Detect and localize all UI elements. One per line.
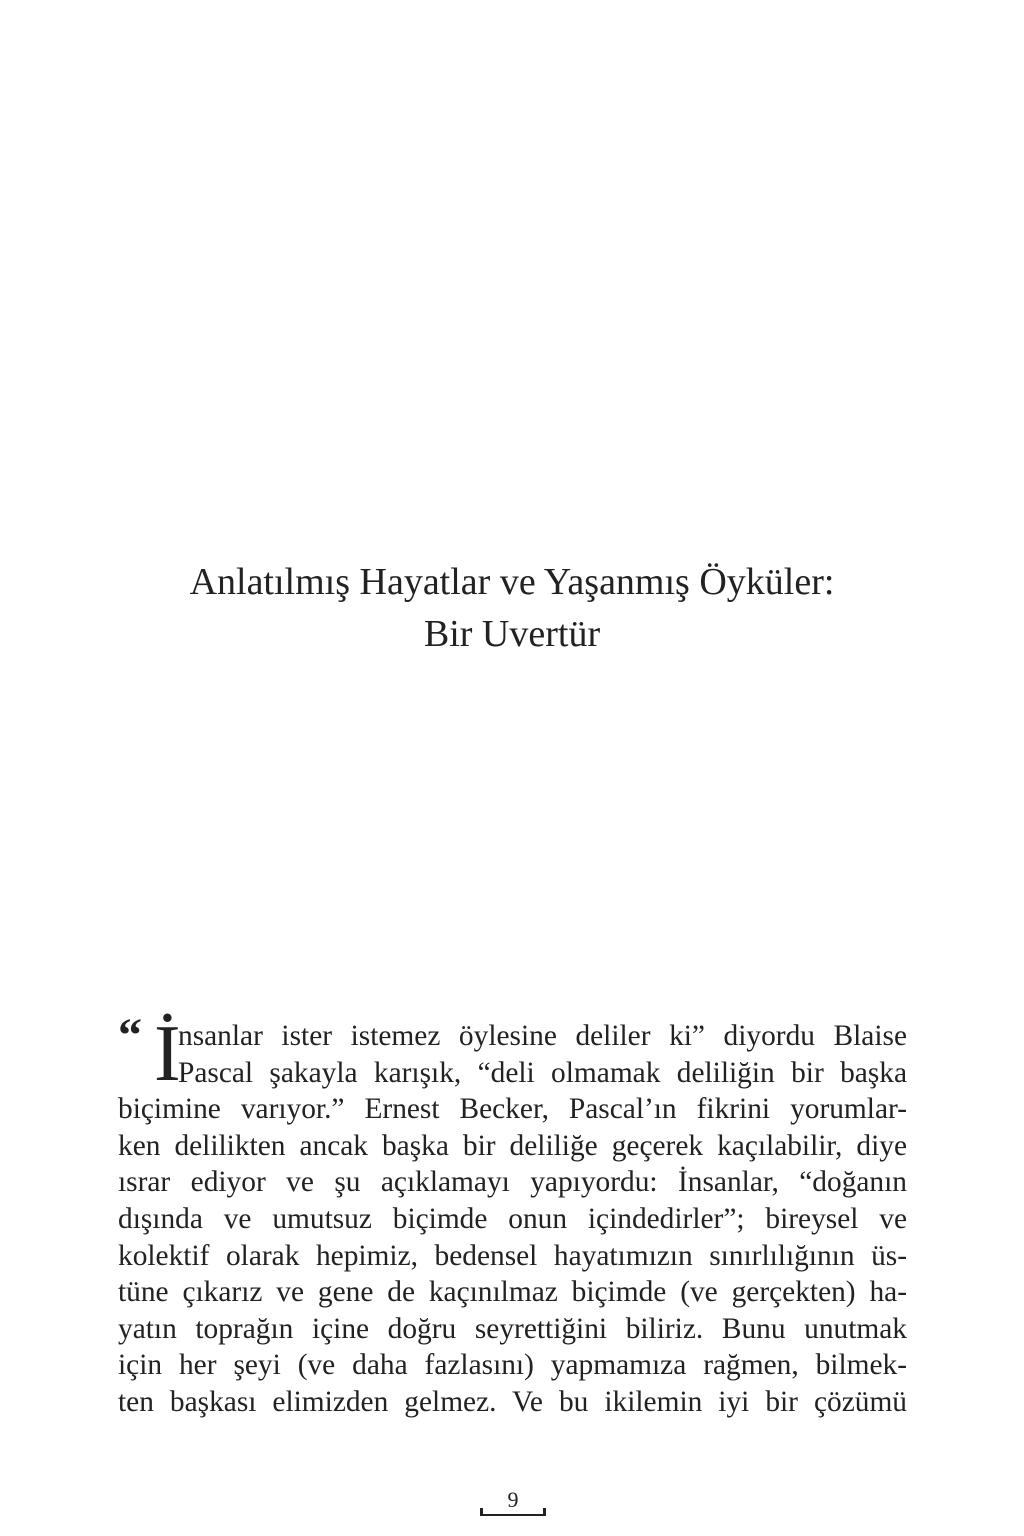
page-number-rule [480, 1514, 546, 1516]
page-number: 9 [507, 1487, 519, 1512]
opening-quote-mark: “ [118, 1009, 142, 1062]
text-line: biçimine varıyor.” Ernest Becker, Pascal’ın fikrini yorumlar- [118, 1093, 907, 1126]
text-line: için her şeyi (ve daha fazlasını) yapmamıza rağmen, bilmek- [118, 1349, 907, 1382]
chapter-title-line-2: Bir Uvertür [423, 613, 601, 655]
text-line: ten başkası elimizden gelmez. Ve bu ikilemin iyi bir çözümü [118, 1385, 907, 1418]
drop-cap-letter: İ [154, 1010, 181, 1098]
text-line: ısrar ediyor ve şu açıklamayı yapıyordu: İnsanlar, “doğanın [118, 1166, 907, 1199]
body-paragraph [118, 1009, 907, 1421]
chapter-title-line-1: Anlatılmış Hayatlar ve Yaşanmış Öyküler: [189, 561, 835, 603]
text-line: dışında ve umutsuz biçimde onun içindedirler”; bireysel ve [118, 1202, 907, 1235]
chapter-title [0, 556, 1024, 660]
text-line: yatın toprağın içine doğru seyrettiğini biliriz. Bunu unutmak [118, 1312, 907, 1345]
text-line: kolektif olarak hepimiz, bedensel hayatımızın sınırlılığının üs- [118, 1239, 907, 1272]
text-line: tüne çıkarız ve gene de kaçınılmaz biçimde (ve gerçekten) ha- [118, 1276, 907, 1309]
text-line: Pascal şakayla karışık, “deli olmamak deliliğin bir başka [178, 1056, 907, 1089]
text-line: ken delilikten ancak başka bir deliliğe geçerek kaçılabilir, diye [118, 1129, 907, 1162]
text-line: nsanlar ister istemez öylesine deliler ki” diyordu Blaise [178, 1020, 907, 1052]
